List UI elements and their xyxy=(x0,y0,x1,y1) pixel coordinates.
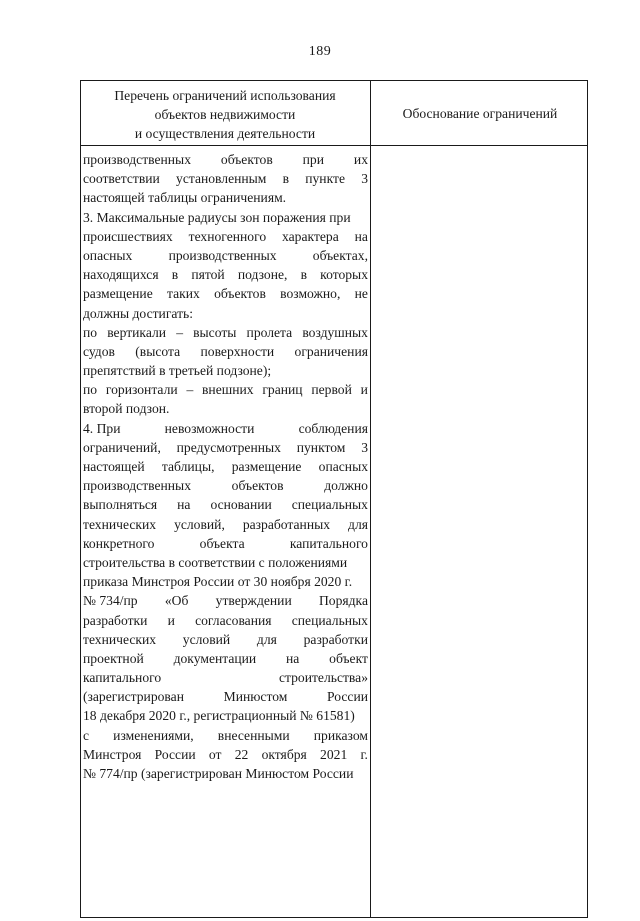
body-text-word: производственных xyxy=(83,478,191,494)
body-text-word: возможно, xyxy=(280,286,341,302)
body-text-line xyxy=(83,515,368,534)
body-text-word: основании xyxy=(210,497,272,513)
body-text-line xyxy=(83,265,368,284)
body-text-word: изменениями, xyxy=(113,727,194,743)
body-text-word: препятствий в третьей подзоне); xyxy=(83,363,272,379)
body-text-line xyxy=(83,630,368,649)
body-text-line xyxy=(83,284,368,303)
body-text-word: невозможности xyxy=(164,420,255,436)
header-restrictions-list xyxy=(80,86,370,143)
body-text-word: в xyxy=(171,267,179,283)
body-text-word: приказа Минстроя России от 30 ноября 2020 г. xyxy=(83,574,353,590)
body-text-line xyxy=(83,208,368,227)
body-text-word: «Об xyxy=(164,593,189,609)
body-text-line xyxy=(83,169,368,188)
body-text-word: внешних xyxy=(202,382,254,398)
body-text-word: для xyxy=(256,631,277,647)
body-text-line xyxy=(83,150,368,169)
body-text-word: пункте xyxy=(305,171,345,187)
body-text-word: выполняться xyxy=(83,497,158,513)
body-text-line xyxy=(83,304,368,323)
body-text-word: с xyxy=(83,727,90,743)
body-text-word: таких xyxy=(166,286,200,302)
body-text-word: 3. Максимальные радиусы зон поражения при xyxy=(83,209,351,225)
body-text-word: разработки xyxy=(303,631,368,647)
body-text-word: специальных xyxy=(291,612,368,628)
body-text-line xyxy=(83,687,368,706)
body-text-word: должно xyxy=(324,478,368,494)
body-text-word: разработанных xyxy=(242,516,331,532)
body-text-word: внесенными xyxy=(217,727,290,743)
body-text-word: № 774/пр (зарегистрирован Минюстом России xyxy=(83,766,354,781)
body-text-word: находящихся xyxy=(83,267,159,283)
body-text-word: производственных xyxy=(168,247,277,263)
body-text-word: объектов xyxy=(214,286,266,302)
body-text-word: г. xyxy=(360,746,368,762)
body-text-word: по xyxy=(83,324,98,340)
table-column-divider xyxy=(370,80,371,918)
body-text-word: объекта xyxy=(199,535,245,551)
body-text-word: Минстроя xyxy=(83,746,142,762)
body-text-word: опасных xyxy=(83,247,133,263)
body-text-word: ограничений, xyxy=(83,439,161,455)
body-text-line xyxy=(83,227,368,246)
body-text-word: (высота xyxy=(135,343,181,359)
body-text-word: в xyxy=(300,267,308,283)
body-text-word: которых xyxy=(320,267,368,283)
body-text-word: вертикали xyxy=(107,324,167,340)
body-text-word: настоящей xyxy=(83,459,145,474)
body-text-word: предусмотренных xyxy=(176,439,281,455)
body-text-word: капитального xyxy=(83,670,162,686)
body-text-word: не xyxy=(354,286,368,302)
body-text-word: 18 декабря 2020 г., регистрационный № 61581) xyxy=(83,708,355,724)
body-text-word: при xyxy=(302,152,325,167)
body-text-word: объектов xyxy=(220,152,273,167)
body-text-word: Порядка xyxy=(318,593,368,609)
body-text-word: настоящей таблицы ограничениям. xyxy=(83,190,287,206)
header-justification: Обоснование ограничений xyxy=(402,106,558,121)
body-text-line xyxy=(83,726,368,745)
body-text-word: техногенного xyxy=(188,228,267,244)
body-text-word: горизонтали xyxy=(105,382,178,398)
body-text-word: приказом xyxy=(313,727,368,743)
body-text-line xyxy=(83,611,368,630)
restrictions-text-body xyxy=(83,150,368,783)
body-text-word: воздушных xyxy=(302,324,368,340)
body-text-line xyxy=(83,553,368,572)
body-text-word: второй подзон. xyxy=(83,401,170,417)
body-text-word: – xyxy=(186,382,194,398)
body-text-line xyxy=(83,668,368,687)
body-text-line xyxy=(83,246,368,265)
body-text-word: условий, xyxy=(174,516,225,532)
body-text-line xyxy=(83,591,368,610)
body-text-line xyxy=(83,649,368,668)
body-text-line xyxy=(83,323,368,342)
body-text-word: разработки xyxy=(83,612,148,628)
body-text-word: подзоне, xyxy=(237,267,288,283)
body-text-line xyxy=(83,380,368,399)
body-text-word: Минюстом xyxy=(223,689,288,705)
body-text-word: в xyxy=(282,171,290,187)
body-text-line xyxy=(83,438,368,457)
body-text-word: размещение xyxy=(231,459,302,474)
body-text-word: технических xyxy=(83,516,157,532)
body-text-word: соблюдения xyxy=(298,420,368,436)
body-text-line xyxy=(83,342,368,361)
body-text-word: первой xyxy=(311,382,352,398)
body-text-word: утверждении xyxy=(215,593,292,609)
body-text-line xyxy=(83,495,368,514)
body-text-word: 4. При xyxy=(83,420,121,436)
body-text-word: объект xyxy=(329,650,368,666)
body-text-word: строительства в соответствии с положениями xyxy=(83,554,348,570)
body-text-line xyxy=(83,706,368,725)
body-text-line xyxy=(83,361,368,380)
body-text-line xyxy=(83,764,368,783)
body-text-word: документации xyxy=(173,650,257,666)
body-text-word: для xyxy=(348,516,368,532)
body-text-word: на xyxy=(286,650,300,666)
body-text-word: России xyxy=(327,689,368,705)
body-text-word: конкретного xyxy=(83,535,155,551)
body-text-word: и xyxy=(360,382,368,398)
body-text-word: ограничения xyxy=(294,343,368,359)
body-text-word: на xyxy=(354,228,368,244)
body-text-line xyxy=(83,534,368,553)
body-text-word: по xyxy=(83,382,98,398)
body-text-word: № 734/пр xyxy=(83,593,138,609)
table-header-divider xyxy=(80,145,588,146)
body-text-word: (зарегистрирован xyxy=(83,689,184,705)
body-text-word: от xyxy=(208,746,222,762)
body-text-word: пятой xyxy=(191,267,225,283)
body-text-word: и xyxy=(167,612,175,628)
body-text-word: характера xyxy=(282,228,339,244)
body-text-word: опасных xyxy=(318,459,368,474)
page-number: 189 xyxy=(308,44,332,59)
body-text-word: на xyxy=(177,497,191,513)
header-restrictions-line: объектов недвижимости xyxy=(154,107,296,122)
body-text-word: соответствии xyxy=(83,171,160,187)
body-text-word: 22 xyxy=(234,746,249,762)
body-text-word: 2021 xyxy=(320,746,348,762)
body-text-word: пролета xyxy=(246,324,293,340)
body-text-word: объектах, xyxy=(312,247,368,263)
body-text-word: условий xyxy=(182,631,231,647)
body-text-word: – xyxy=(176,324,183,340)
body-text-line xyxy=(83,457,368,476)
header-restrictions-line: Перечень ограничений использования xyxy=(114,88,336,103)
body-text-word: высоты xyxy=(193,324,237,340)
body-text-word: установленным xyxy=(176,171,267,187)
body-text-word: объектов xyxy=(231,478,284,494)
body-text-word: октября xyxy=(261,746,307,762)
body-text-line xyxy=(83,419,368,438)
body-text-word: согласования xyxy=(195,612,272,628)
body-text-line xyxy=(83,572,368,591)
body-text-word: проектной xyxy=(83,650,144,666)
body-text-word: пунктом xyxy=(296,439,346,455)
body-text-word: 3 xyxy=(361,439,368,455)
body-text-word: судов xyxy=(83,343,115,359)
body-text-word: происшествиях xyxy=(83,228,173,244)
body-text-word: их xyxy=(353,152,368,167)
body-text-word: России xyxy=(154,746,196,762)
body-text-word: специальных xyxy=(291,497,368,513)
body-text-word: размещение xyxy=(83,286,153,302)
body-text-word: капитального xyxy=(289,535,368,551)
body-text-word: технических xyxy=(83,631,157,647)
body-text-word: границ xyxy=(262,382,303,398)
body-text-word: таблицы, xyxy=(161,459,215,474)
body-text-line xyxy=(83,745,368,764)
body-text-word: поверхности xyxy=(200,343,275,359)
body-text-word: должны достигать: xyxy=(83,305,193,321)
body-text-word: строительства» xyxy=(278,670,368,686)
body-text-line xyxy=(83,188,368,207)
body-text-line xyxy=(83,399,368,418)
body-text-word: 3 xyxy=(361,171,368,187)
header-restrictions-line: и осуществления деятельности xyxy=(134,126,316,141)
body-text-word: производственных xyxy=(83,152,191,167)
body-text-line xyxy=(83,476,368,495)
